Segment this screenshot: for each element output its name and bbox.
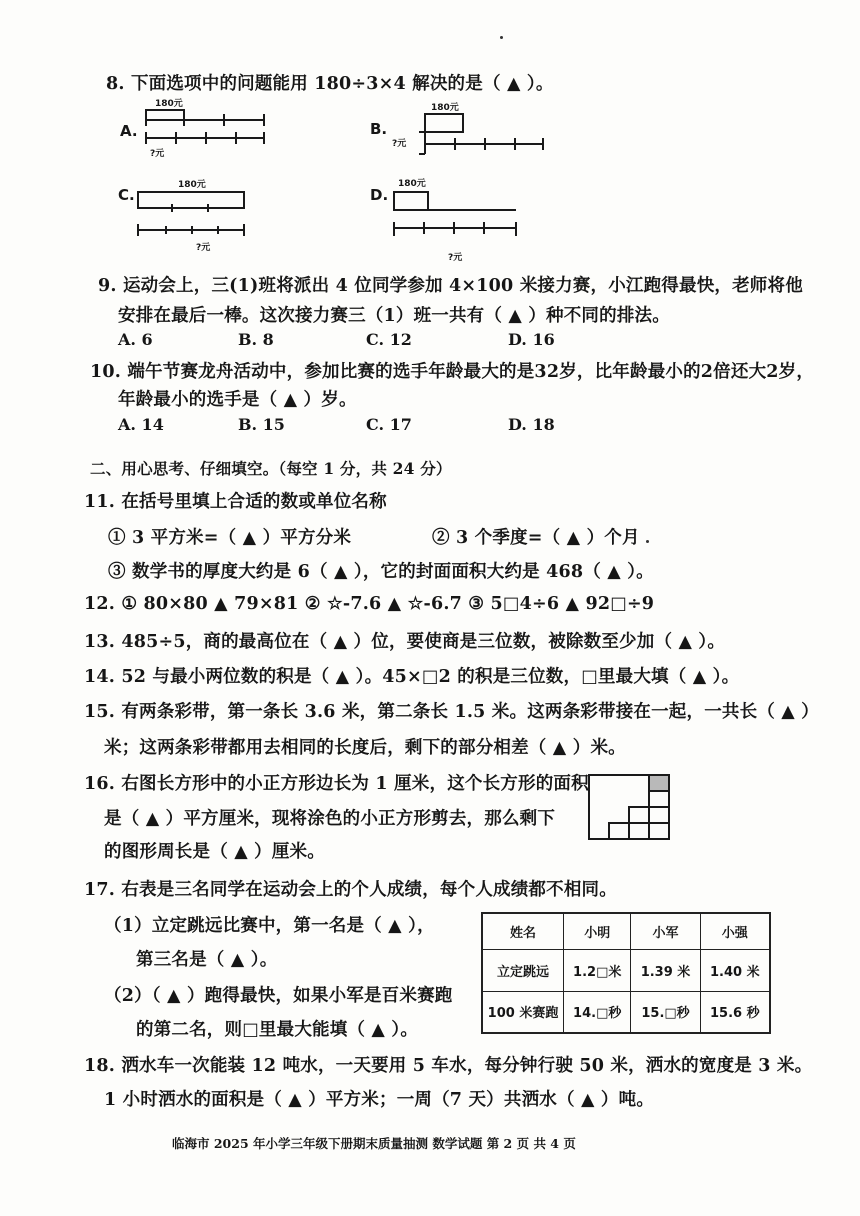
q8-stem: 8. 下面选项中的问题能用 180÷3×4 解决的是（ ▲ ）。 xyxy=(106,74,554,94)
q16-line-3: 的图形周长是（ ▲ ）厘米。 xyxy=(104,842,325,862)
q14-text: 14. 52 与最小两位数的积是（ ▲ ）。45×□2 的积是三位数，□里最大填（ ▲ ）。 xyxy=(84,667,740,687)
q8-option-b-side-value: ?元 xyxy=(392,139,407,149)
q9-option-a[interactable]: A. 6 xyxy=(118,330,153,349)
q8-option-d-diagram xyxy=(388,188,523,248)
q9-option-d[interactable]: D. 16 xyxy=(508,330,555,349)
q8-option-b-label[interactable]: B. xyxy=(370,120,388,138)
q17-part-1a: （1）立定跳远比赛中，第一名是（ ▲ ）， xyxy=(104,916,435,936)
q10-option-d[interactable]: D. 18 xyxy=(508,415,555,434)
scan-speck xyxy=(646,540,649,543)
q8-option-a-bottom-value: ?元 xyxy=(150,149,165,159)
q8-option-d-top-value: 180元 xyxy=(398,179,426,189)
table-cell: 1.40 米 xyxy=(700,949,770,991)
table-header-cell: 小明 xyxy=(564,913,631,949)
q18-line-2: 1 小时洒水的面积是（ ▲ ）平方米；一周（7 天）共洒水（ ▲ ）吨。 xyxy=(104,1090,655,1110)
q8-option-d-bottom-value: ?元 xyxy=(448,253,463,263)
q12-text: 12. ① 80×80 ▲ 79×81 ② ☆-7.6 ▲ ☆-6.7 ③ 5□4÷6 ▲ 92□÷9 xyxy=(84,594,655,614)
q9-option-b[interactable]: B. 8 xyxy=(238,330,274,349)
scan-speck xyxy=(500,36,503,39)
q18-line-1: 18. 洒水车一次能装 12 吨水，一天要用 5 车水，每分钟行驶 50 米，洒水的宽度是 3 米。 xyxy=(84,1056,813,1076)
page-footer: 临海市 2025 年小学三年级下册期末质量抽测 数学试题 第 2 页 共 4 页 xyxy=(172,1136,576,1151)
q8-option-d-label[interactable]: D. xyxy=(370,186,389,204)
q17-part-2b: 的第二名，则□里最大能填（ ▲ ）。 xyxy=(136,1020,419,1040)
q16-line-1: 16. 右图长方形中的小正方形边长为 1 厘米，这个长方形的面积 xyxy=(84,774,589,794)
q13-text: 13. 485÷5，商的最高位在（ ▲ ）位，要使商是三位数，被除数至少加（ ▲ ）。 xyxy=(84,632,726,652)
q9-option-c[interactable]: C. 12 xyxy=(366,330,412,349)
q17-part-1b: 第三名是（ ▲ ）。 xyxy=(136,950,278,970)
table-header-cell: 小强 xyxy=(700,913,770,949)
q8-option-a-top-value: 180元 xyxy=(155,99,183,109)
q10-option-c[interactable]: C. 17 xyxy=(366,415,412,434)
q16-line-2: 是（ ▲ ）平方厘米，现将涂色的小正方形剪去，那么剩下 xyxy=(104,809,556,829)
q11-item-1: ① 3 平方米=（ ▲ ）平方分米 xyxy=(108,528,352,548)
q10-option-a[interactable]: A. 14 xyxy=(118,415,164,434)
table-header-row xyxy=(482,913,770,949)
q8-option-c-top-value: 180元 xyxy=(178,180,206,190)
table-cell: 14.□秒 xyxy=(564,991,631,1033)
q11-stem: 11. 在括号里填上合适的数或单位名称 xyxy=(84,492,387,512)
q15-line-1: 15. 有两条彩带，第一条长 3.6 米，第二条长 1.5 米。这两条彩带接在一起，一共长（ ▲ ） xyxy=(84,702,819,722)
section-2-title: 二、用心思考、仔细填空。（每空 1 分，共 24 分） xyxy=(90,459,452,478)
q17-results-table xyxy=(481,912,771,1034)
table-row xyxy=(482,991,770,1033)
q10-option-b[interactable]: B. 15 xyxy=(238,415,285,434)
table-header-cell: 姓名 xyxy=(482,913,564,949)
table-cell: 15.□秒 xyxy=(631,991,700,1033)
q17-stem: 17. 右表是三名同学在运动会上的个人成绩，每个人成绩都不相同。 xyxy=(84,880,617,900)
table-header-cell: 小军 xyxy=(631,913,700,949)
q11-item-3: ③ 数学书的厚度大约是 6（ ▲ ），它的封面面积大约是 468（ ▲ ）。 xyxy=(108,562,654,582)
table-cell: 15.6 秒 xyxy=(700,991,770,1033)
q8-option-c-diagram xyxy=(132,188,252,248)
q8-option-a-label[interactable]: A. xyxy=(120,122,138,140)
table-cell: 立定跳远 xyxy=(482,949,564,991)
q8-option-b-top-value: 180元 xyxy=(431,103,459,113)
q15-line-2: 米；这两条彩带都用去相同的长度后，剩下的部分相差（ ▲ ）米。 xyxy=(104,738,626,758)
q8-option-c-label[interactable]: C. xyxy=(118,186,135,204)
table-row xyxy=(482,949,770,991)
q16-rectangle-figure xyxy=(588,774,670,840)
q11-item-2: ② 3 个季度=（ ▲ ）个月 xyxy=(432,528,640,548)
q10-line-2: 年龄最小的选手是（ ▲ ）岁。 xyxy=(118,390,357,410)
q8-option-b-diagram xyxy=(415,110,550,160)
table-cell: 1.39 米 xyxy=(631,949,700,991)
q8-option-c-bottom-value: ?元 xyxy=(196,243,211,253)
q9-line-2: 安排在最后一棒。这次接力赛三（1）班一共有（ ▲ ）种不同的排法。 xyxy=(118,306,670,326)
q17-part-2a: （2）（ ▲ ）跑得最快，如果小军是百米赛跑 xyxy=(104,986,453,1006)
table-cell: 100 米赛跑 xyxy=(482,991,564,1033)
q10-line-1: 10. 端午节赛龙舟活动中，参加比赛的选手年龄最大的是32岁，比年龄最小的2倍还大2岁， xyxy=(90,362,815,382)
q9-line-1: 9. 运动会上，三(1)班将派出 4 位同学参加 4×100 米接力赛，小江跑得最快，老师将他 xyxy=(98,276,803,296)
table-cell: 1.2□米 xyxy=(564,949,631,991)
